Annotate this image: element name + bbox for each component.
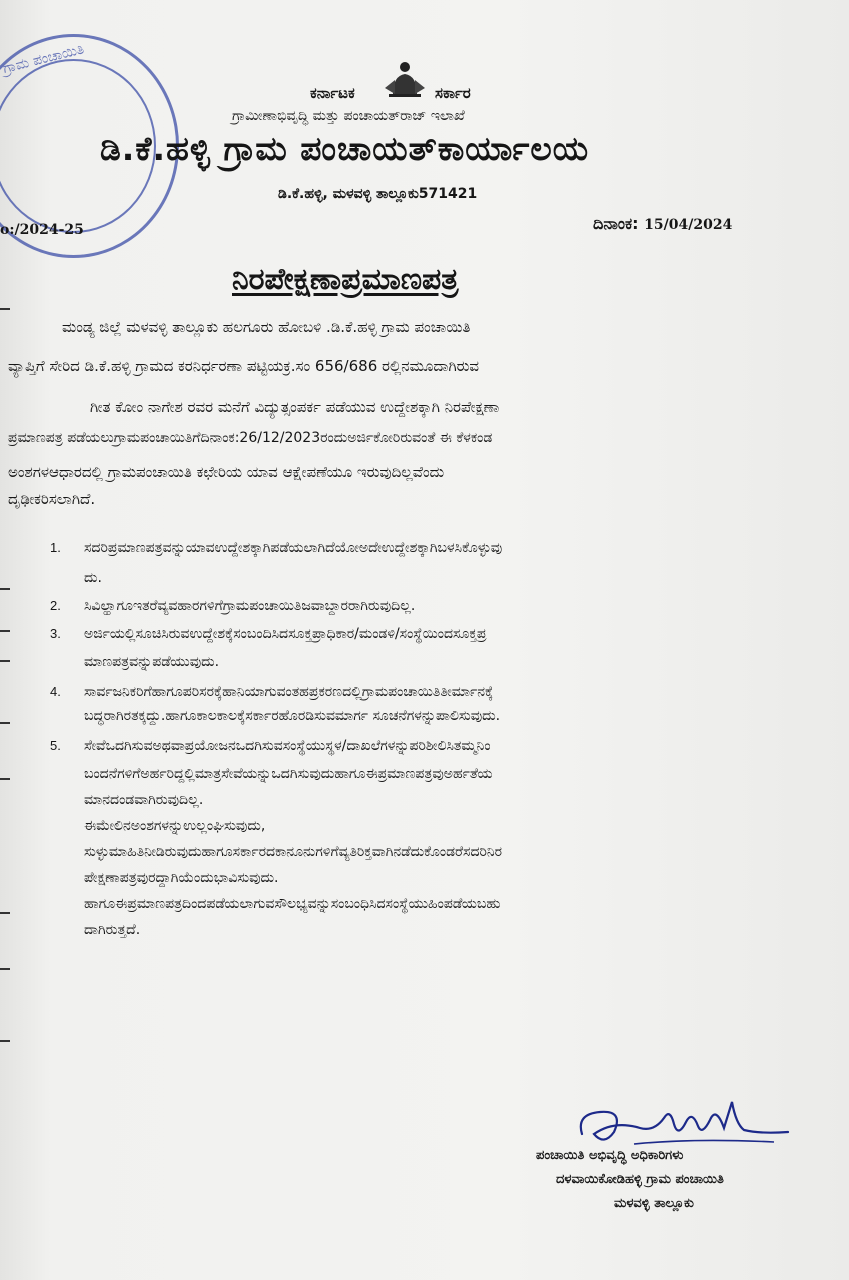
condition-text: ಸಿವಿಲ್ಹಾಗೂಇತರೆವ್ಯವಹಾರಗಳಿಗೆಗ್ರಾಮಪಂಚಾಯಿತಿಜವಾಬ್ದಾರರಾಗಿರುವುದಿಲ್ಲ. [84,598,416,614]
signatory-office: ದಳವಾಯಿಕೋಡಿಹಳ್ಳಿ ಗ್ರಾಮ ಪಂಚಾಯಿತಿ [556,1172,724,1187]
condition-text: ದು. [84,570,102,586]
scan-edge-mark [0,778,10,780]
body-line: ಗೀತ ಕೋಂ ನಾಗೇಶ ರವರ ಮನೆಗೆ ವಿದ್ಯುತ್ಸಂಪರ್ಕ ಪಡೆಯುವ ಉದ್ದೇಶಕ್ಕಾಗಿ ನಿರಪೇಕ್ಷಣಾ [90,398,500,416]
signatory-designation: ಪಂಚಾಯಿತಿ ಅಭಿವೃದ್ಧಿ ಅಧಿಕಾರಿಗಳು [536,1148,684,1163]
scan-edge-mark [0,660,10,662]
department-name: ಗ್ರಾಮೀಣಾಭಿವೃದ್ಧಿ ಮತ್ತು ಪಂಚಾಯತ್‌ರಾಜ್ ಇಲಾಖೆ [232,108,465,124]
condition-text: ದಾಗಿರುತ್ತದೆ. [84,922,141,938]
scan-edge-mark [0,308,10,310]
condition-text: ಈಮೇಲಿನಅಂಶಗಳನ್ನುಉಲ್ಲಂಘಿಸುವುದು, [84,818,266,834]
govt-label-right: ಸರ್ಕಾರ [435,84,471,102]
stamp-text: ಗ್ರಾಮ ಪಂಚಾಯಿತಿ [1,41,86,77]
date-label: ದಿನಾಂಕ: [593,214,639,233]
scan-edge-mark [0,588,10,590]
condition-number: 4. [50,684,61,699]
condition-text: ಅರ್ಜಿಯಲ್ಲಿಸೂಚಿಸಿರುವಉದ್ದೇಶಕ್ಕೆಸಂಬಂದಿಸಿದಸೂಕ್ತಪ್ರಾಧಿಕಾರ/ಮಂಡಳಿ/ಸಂಸ್ಥೆಯಿಂದಸೂಕ್ತಪ್ರ [84,626,487,642]
condition-text: ಪೇಕ್ಷಣಾಪತ್ರವುರದ್ದಾಗಿಯೆಂದುಭಾವಿಸುವುದು. [84,870,279,886]
condition-text: ಸಾರ್ವಜನಿಕರಿಗೆಹಾಗೂಪರಿಸರಕ್ಕೆಹಾನಿಯಾಗುವಂತಹಪ್ರಕರಣದಲ್ಲಿಗ್ರಾಮಪಂಚಾಯಿತಿತೀರ್ಮಾನಕ್ಕೆ [84,684,494,700]
office-name: ಡಿ.ಕೆ.ಹಳ್ಳಿ ಗ್ರಾಮ ಪಂಚಾಯತ್‌ಕಾರ್ಯಾಲಯ [100,129,590,168]
signatory-taluk: ಮಳವಳ್ಳಿ ತಾಲ್ಲೂಕು [614,1196,694,1211]
date-line [593,214,732,234]
reference-number: o:/2024-25 [0,222,84,238]
condition-text: ಬಂದನೆಗಳಿಗೆಅರ್ಹರಿದ್ದಲ್ಲಿಮಾತ್ರಸೇವೆಯನ್ನುಒದಗಿಸುವುದುಹಾಗೂಈಪ್ರಮಾಣಪತ್ರವುಅರ್ಹತೆಯ [84,766,493,782]
scan-edge-mark [0,912,10,914]
condition-number: 2. [50,598,61,613]
body-line: ವ್ಯಾಪ್ತಿಗೆ ಸೇರಿದ ಡಿ.ಕೆ.ಹಳ್ಳಿ ಗ್ರಾಮದ ಕರನಿರ್ಧರಣಾ ಪಟ್ಟಿಯಕ್ರ.ಸಂ 656/686 ರಲ್ಲಿನಮೂದಾಗಿರುವ [8,357,479,375]
scan-edge-mark [0,722,10,724]
document-title: ನಿರಪೇಕ್ಷಣಾಪ್ರಮಾಣಪತ್ರ [232,262,459,297]
condition-text: ಬದ್ಧರಾಗಿರತಕ್ಕದ್ದು.ಹಾಗೂಕಾಲಕಾಲಕ್ಕೆಸರ್ಕಾರಹೊರಡಿಸುವಮಾರ್ಗ ಸೂಚನೆಗಳನ್ನುಪಾಲಿಸುವುದು. [84,708,501,724]
govt-label-left: ಕರ್ನಾಟಕ [310,84,355,102]
condition-text: ಮಾಣಪತ್ರವನ್ನುಪಡೆಯುವುದು. [84,654,220,670]
body-line: ದೃಢೀಕರಿಸಲಾಗಿದೆ. [8,490,96,508]
scan-edge-mark [0,630,10,632]
office-address: ಡಿ.ಕೆ.ಹಳ್ಳಿ, ಮಳವಳ್ಳಿ ತಾಲ್ಲೂಕು571421 [278,186,478,202]
body-line: ಮಂಡ್ಯ ಜಿಲ್ಲೆ ಮಳವಳ್ಳಿ ತಾಲ್ಲೂಕು ಹಲಗೂರು ಹೋಬಳಿ .ಡಿ.ಕೆ.ಹಳ್ಳಿ ಗ್ರಾಮ ಪಂಚಾಯಿತಿ [62,318,471,336]
condition-number: 1. [50,540,61,555]
scan-edge-mark [0,1040,10,1042]
body-line: ಪ್ರಮಾಣಪತ್ರ ಪಡೆಯಲುಗ್ರಾಮಪಂಚಾಯಿತಿಗೆದಿನಾಂಕ:26/12/2023ರಂದುಅರ್ಜಿಕೋರಿರುವಂತೆ ಈ ಕೆಳಕಂಡ [8,430,493,446]
condition-number: 5. [50,738,61,753]
date-value: 15/04/2024 [644,217,733,233]
condition-text: ಸದರಿಪ್ರಮಾಣಪತ್ರವನ್ನುಯಾವಉದ್ದೇಶಕ್ಕಾಗಿಪಡೆಯಲಾಗಿದೆಯೋಅದೇಉದ್ದೇಶಕ್ಕಾಗಿಬಳಸಿಕೊಳ್ಳುವು [84,540,503,556]
body-line: ಅಂಶಗಳಆಧಾರದಲ್ಲಿ ಗ್ರಾಮಪಂಚಾಯಿತಿ ಕಛೇರಿಯ ಯಾವ ಆಕ್ಷೇಪಣೆಯೂ ಇರುವುದಿಲ್ಲವೆಂದು [8,463,445,481]
condition-number: 3. [50,626,61,641]
condition-text: ಹಾಗೂಈಪ್ರಮಾಣಪತ್ರದಿಂದಪಡೆಯಲಾಗುವಸೌಲಭ್ಯವನ್ನುಸಂಬಂಧಿಸಿದಸಂಸ್ಥೆಯುಹಿಂಪಡೆಯಬಹು [84,896,501,912]
condition-text: ಮಾನದಂಡವಾಗಿರುವುದಿಲ್ಲ. [84,792,204,808]
condition-text: ಸುಳ್ಳುಮಾಹಿತಿನೀಡಿರುವುದುಹಾಗೂಸರ್ಕಾರದಕಾನೂನುಗಳಿಗೆವ್ಯತಿರಿಕ್ತವಾಗಿನಡೆದುಕೊಂಡರೆಸದರಿನಿರ [84,844,503,860]
scan-edge-mark [0,968,10,970]
condition-text: ಸೇವೆಒದಗಿಸುವಅಥವಾಪ್ರಯೋಜನಒದಗಿಸುವಸಂಸ್ಥೆಯುಸ್ಥಳ/ದಾಖಲೆಗಳನ್ನುಪರಿಶೀಲಿಸಿತಮ್ಮನಿಂ [84,738,491,754]
karnataka-emblem-icon [383,58,427,98]
